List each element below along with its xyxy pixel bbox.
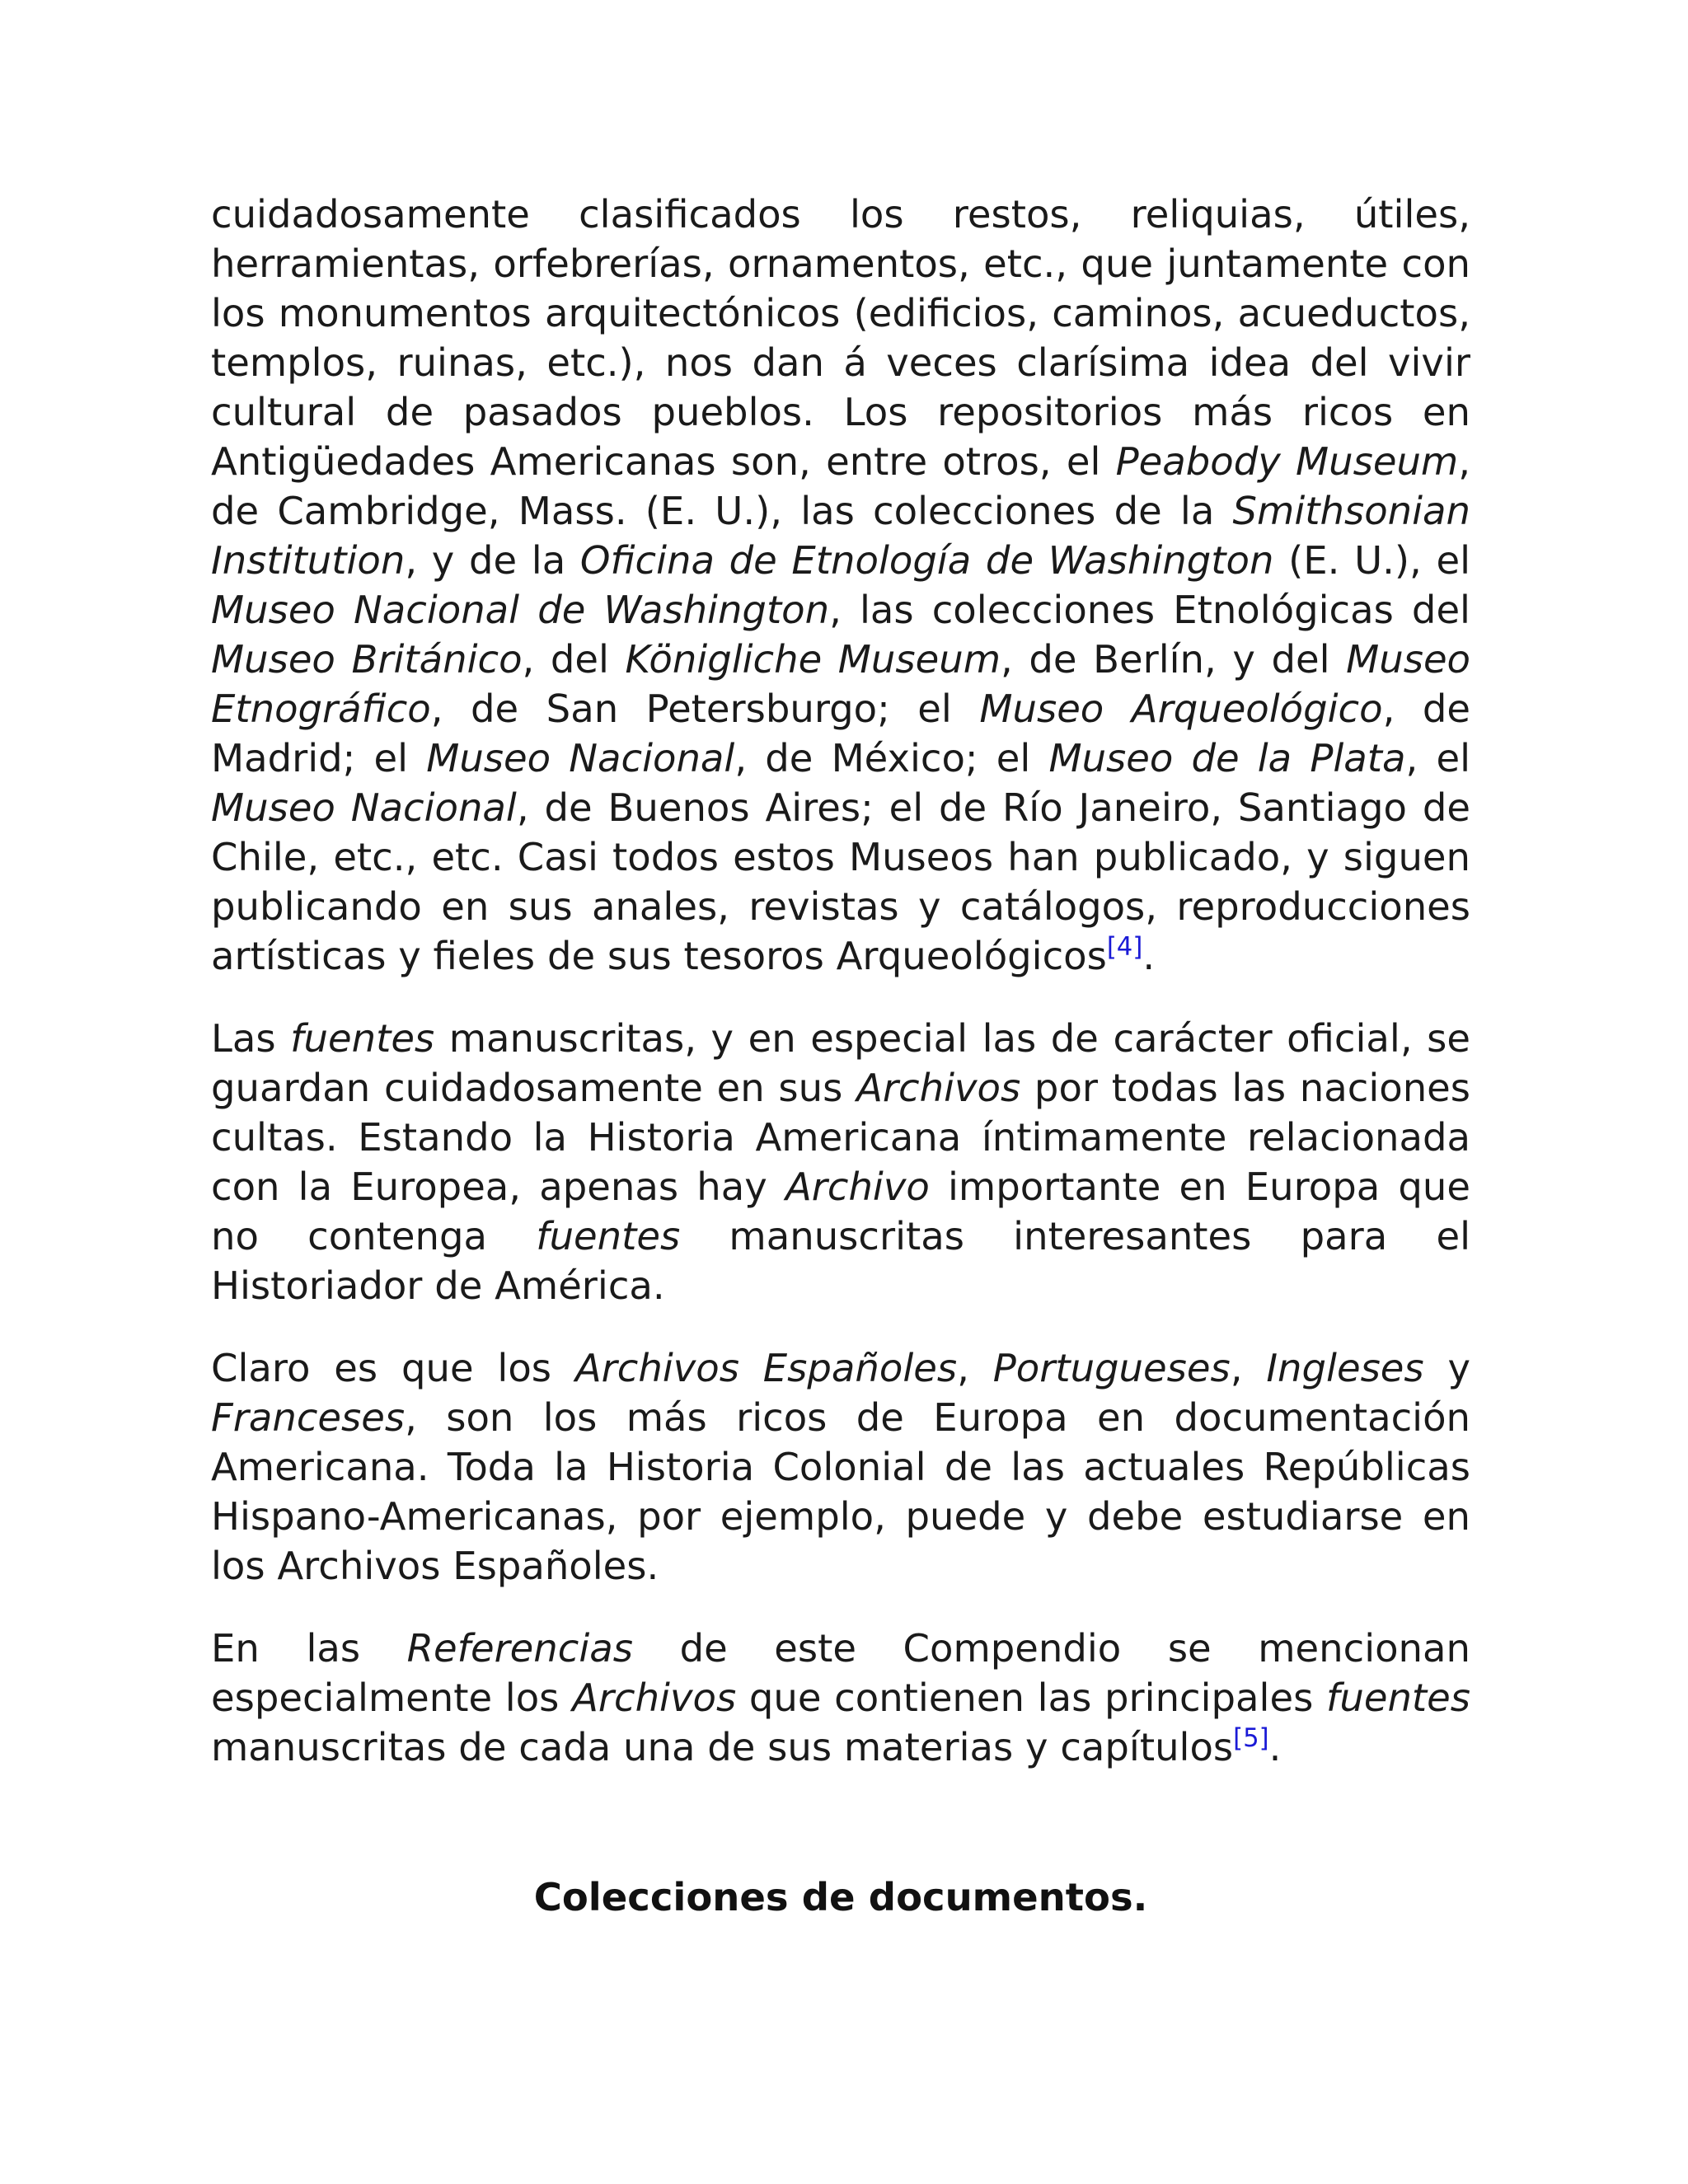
italic-text: Smithsonian Institution — [211, 489, 1470, 583]
text-run: , de México; el — [734, 736, 1049, 780]
text-run: , del — [522, 637, 626, 682]
footnote-link[interactable]: [4] — [1106, 933, 1143, 963]
text-run: de este Compendio se mencionan especialmente los — [211, 1626, 1470, 1720]
italic-text: Referencias — [406, 1626, 633, 1671]
text-run: manuscritas de cada una de sus materias y capítulos — [211, 1725, 1234, 1769]
section-heading: Colecciones de documentos. — [533, 1875, 1148, 1919]
italic-text: Archivo — [785, 1165, 930, 1209]
italic-text: Portugueses — [992, 1346, 1231, 1390]
italic-text: Museo Nacional de Washington — [211, 588, 830, 632]
text-run: . — [1142, 934, 1156, 978]
text-run: manuscritas interesantes para el Historiador de América. — [211, 1214, 1470, 1308]
italic-text: fuentes — [536, 1214, 681, 1258]
italic-text: fuentes — [290, 1016, 435, 1061]
body-paragraph — [211, 1343, 1470, 1591]
italic-text: Archivos Españoles — [574, 1346, 958, 1390]
text-run: cuidadosamente clasificados los restos, reliquias, útiles, herramientas, orfebrerías, ornamentos, etc., que juntamente con los monumentos arquitectónicos (edificios, caminos, acueductos, templos, ruinas, etc.), nos dan á veces clarísima idea del vivir cultural de pasados pueblos. Los repositorios más ricos en Antigüedades Americanas son, entre otros, el — [211, 192, 1470, 484]
text-run: por todas las naciones cultas. Estando la Historia Americana íntimamente relacionada con la Europea, apenas hay — [211, 1066, 1470, 1209]
italic-text: Museo Británico — [211, 637, 523, 682]
text-run: Claro es que los — [211, 1346, 575, 1390]
text-run: Las — [211, 1016, 291, 1061]
text-run: , y de la — [405, 538, 580, 583]
italic-text: Museo Nacional — [426, 736, 735, 780]
text-run: . — [1268, 1725, 1282, 1769]
text-run: , las colecciones Etnológicas del — [829, 588, 1470, 632]
italic-text: Ingleses — [1266, 1346, 1424, 1390]
text-run: , de Berlín, y del — [1001, 637, 1347, 682]
italic-text: Königliche Museum — [625, 637, 1001, 682]
italic-text: Oficina de Etnología de Washington — [579, 538, 1274, 583]
italic-text: fuentes — [1326, 1675, 1471, 1720]
italic-text: Museo Etnográfico — [211, 637, 1471, 731]
italic-text: Museo de la Plata — [1048, 736, 1406, 780]
italic-text: Franceses — [211, 1395, 406, 1440]
italic-text: Peabody Museum — [1115, 439, 1459, 484]
text-run: (E. U.), el — [1273, 538, 1471, 583]
text-run: En las — [211, 1626, 407, 1671]
italic-text: Archivos — [572, 1675, 737, 1720]
text-run: , el — [1405, 736, 1470, 780]
body-text — [211, 190, 1470, 1772]
text-run: , de San Petersburgo; el — [430, 687, 980, 731]
footnote-link[interactable]: [5] — [1233, 1724, 1269, 1754]
text-run: , — [957, 1346, 993, 1390]
body-paragraph — [211, 190, 1470, 981]
text-run: manuscritas, y en especial las de carácter oficial, se guardan cuidadosamente en sus — [211, 1016, 1470, 1110]
text-run: importante en Europa que no contenga — [211, 1165, 1470, 1258]
text-run: , de Cambridge, Mass. (E. U.), las colecciones de la — [211, 439, 1470, 533]
document-page — [211, 190, 1470, 1922]
text-run: , de Buenos Aires; el de Río Janeiro, Santiago de Chile, etc., etc. Casi todos estos Museos han publicado, y siguen publicando en sus anales, revistas y catálogos, reproducciones artísticas y fieles de sus tesoros Arqueológicos — [211, 785, 1470, 978]
italic-text: Museo Arqueológico — [979, 687, 1383, 731]
text-run: , de Madrid; el — [211, 687, 1471, 780]
text-run: , — [1230, 1346, 1267, 1390]
italic-text: Museo Nacional — [211, 785, 517, 830]
text-run: y — [1423, 1346, 1471, 1390]
italic-text: Archivos — [856, 1066, 1021, 1110]
footnote-marker — [1107, 933, 1142, 962]
text-run: que contienen las principales — [736, 1675, 1327, 1720]
footnote-marker — [1233, 1724, 1268, 1753]
body-paragraph — [211, 1624, 1470, 1772]
body-paragraph — [211, 1014, 1470, 1310]
text-run: , son los más ricos de Europa en documentación Americana. Toda la Historia Colonial de las actuales Repúblicas Hispano-Americanas, por ejemplo, puede y debe estudiarse en los Archivos Españoles. — [211, 1395, 1470, 1588]
